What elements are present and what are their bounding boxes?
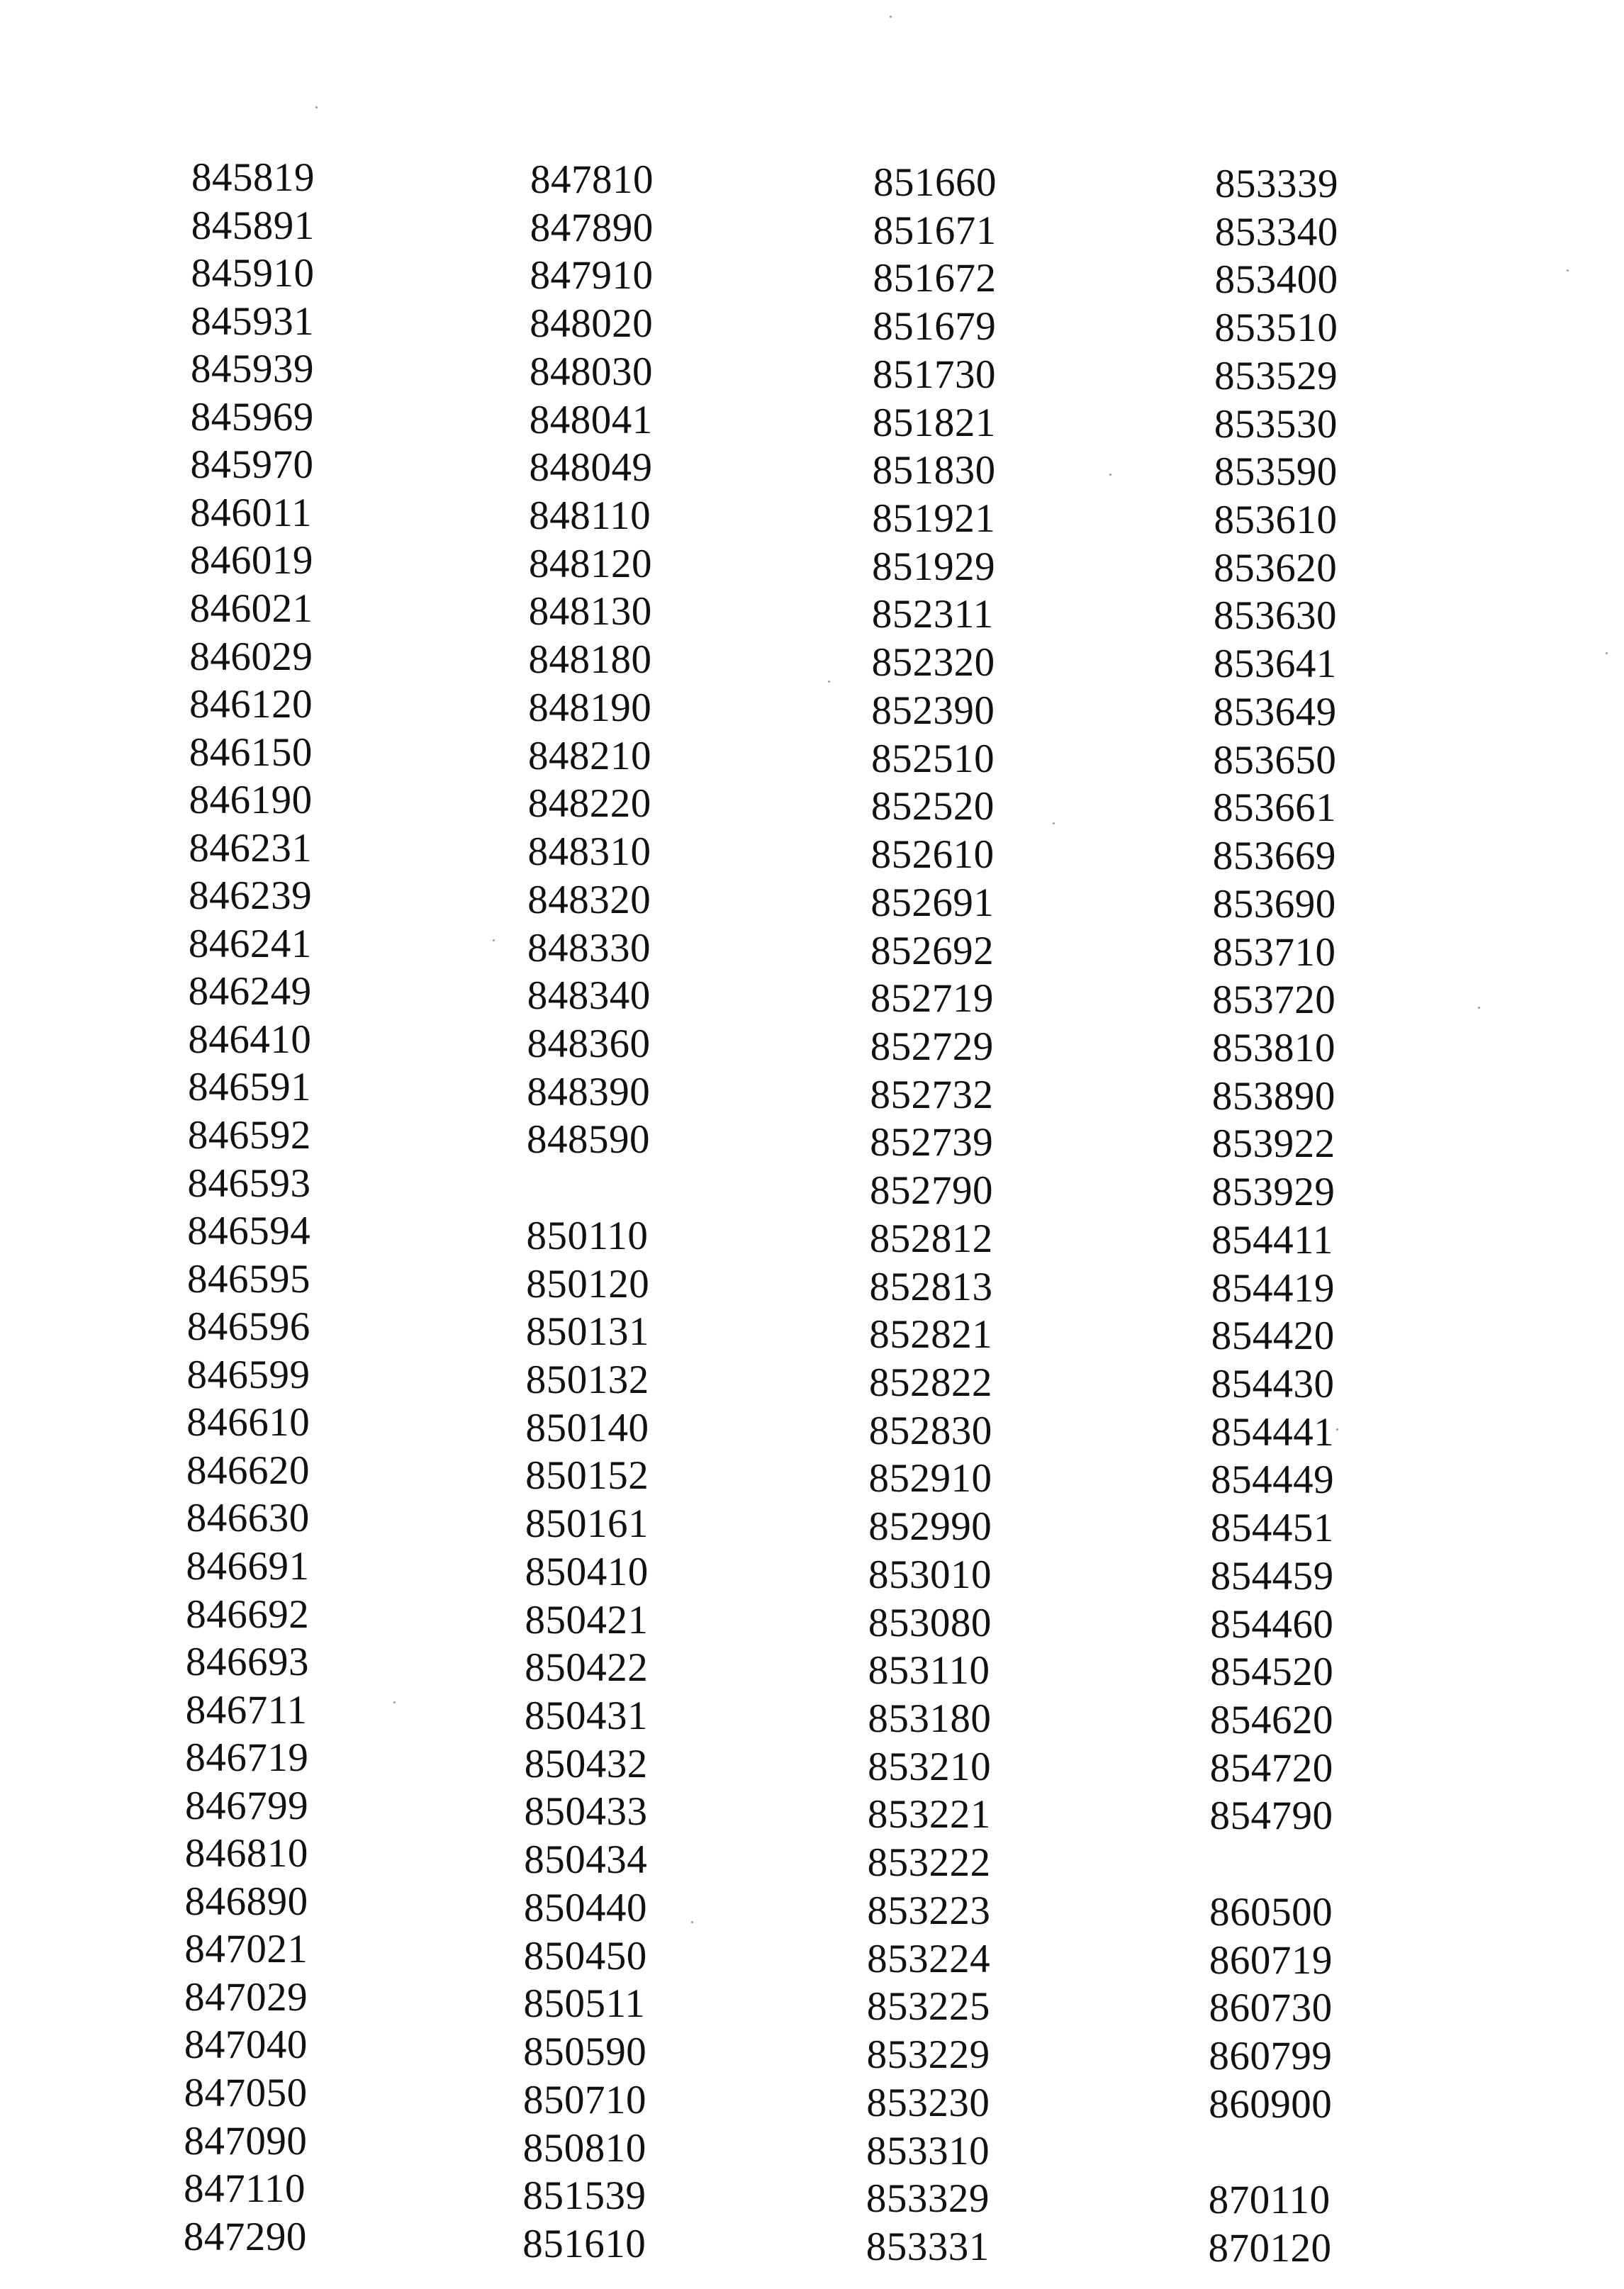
scan-speck: [1606, 652, 1608, 654]
code-entry: 854420: [1211, 1314, 1335, 1359]
scan-speck: [315, 106, 318, 108]
code-entry: 851671: [873, 208, 997, 253]
code-entry: 852812: [869, 1216, 993, 1261]
scan-speck: [1109, 474, 1111, 476]
scan-speck: [393, 1701, 396, 1703]
code-entry: 847110: [184, 2166, 306, 2212]
code-entry: 851539: [522, 2173, 646, 2219]
code-entry: 850450: [523, 1933, 647, 1979]
code-entry: 860799: [1209, 2034, 1333, 2079]
code-entry: 850120: [526, 1261, 650, 1306]
code-entry: 854790: [1209, 1793, 1333, 1839]
scan-speck: [1567, 269, 1569, 272]
code-entry: 846239: [189, 873, 313, 919]
code-entry: 852813: [869, 1264, 993, 1309]
code-entry: 846610: [186, 1400, 310, 1445]
code-entry: 852732: [870, 1072, 994, 1117]
code-entry: 846719: [185, 1735, 309, 1781]
code-entry: 854451: [1210, 1506, 1334, 1551]
code-entry: 870120: [1208, 2225, 1332, 2271]
code-entry: 853224: [867, 1936, 991, 1981]
code-entry: 854430: [1211, 1362, 1335, 1406]
code-entry: 853010: [868, 1552, 992, 1597]
code-entry: 846150: [189, 729, 313, 775]
code-entry: 853110: [868, 1648, 990, 1694]
code-entry: 846190: [189, 778, 313, 823]
code-entry: 846890: [184, 1879, 308, 1924]
code-entry: 853222: [867, 1840, 991, 1886]
code-entry: 852691: [870, 880, 995, 925]
code-entry: 854620: [1209, 1698, 1333, 1743]
code-entry: 853690: [1212, 881, 1336, 927]
code-entry: 850110: [526, 1213, 649, 1258]
scan-speck: [1336, 1428, 1338, 1431]
code-entry: 850434: [524, 1837, 648, 1883]
code-entry: 846595: [187, 1256, 311, 1302]
code-entry: 853530: [1214, 401, 1338, 447]
code-entry: 852739: [870, 1120, 994, 1165]
code-entry: 848130: [528, 589, 652, 634]
code-entry: 853929: [1211, 1170, 1335, 1215]
code-entry: 853610: [1214, 498, 1338, 543]
code-entry: 854720: [1209, 1745, 1333, 1791]
code-entry: 852822: [869, 1360, 992, 1405]
code-entry: 846596: [186, 1304, 310, 1350]
code-entry: 852729: [870, 1024, 994, 1069]
scan-speck: [493, 939, 495, 941]
code-entry: 852692: [870, 928, 995, 973]
code-entry: 846249: [188, 969, 312, 1014]
code-entry: 846599: [186, 1352, 310, 1397]
code-entry: 853890: [1211, 1073, 1335, 1119]
code-entry: 852311: [871, 592, 994, 637]
code-entry: 853400: [1214, 257, 1338, 303]
scan-speck: [890, 16, 892, 18]
code-entry: 853180: [868, 1696, 992, 1742]
code-entry: 853225: [866, 1984, 990, 2030]
code-entry: 852790: [869, 1168, 993, 1214]
code-entry: 852910: [868, 1456, 992, 1501]
code-entry: 860500: [1209, 1889, 1333, 1935]
code-entry: 853223: [867, 1888, 991, 1933]
code-entry: 853649: [1213, 689, 1337, 734]
code-entry: 846593: [187, 1160, 311, 1206]
code-entry: 847810: [530, 157, 654, 202]
code-entry: 852990: [868, 1504, 992, 1550]
code-entry: 846594: [187, 1209, 311, 1254]
code-entry: 853641: [1213, 642, 1337, 687]
code-entry: 850132: [525, 1358, 649, 1402]
code-entry: 848330: [527, 925, 651, 970]
code-entry: 846241: [188, 921, 312, 966]
code-entry: 847910: [530, 253, 654, 298]
code-entry: 854441: [1211, 1409, 1335, 1455]
code-entry: 853720: [1212, 978, 1336, 1023]
code-entry: 848120: [529, 541, 652, 586]
code-entry: 848390: [527, 1069, 651, 1114]
code-entry: 854520: [1210, 1650, 1334, 1695]
code-entry: 853230: [866, 2080, 990, 2125]
code-entry: 853210: [868, 1744, 992, 1789]
code-entry: 846810: [184, 1831, 308, 1876]
code-entry: 848210: [528, 733, 651, 778]
code-entry: 860900: [1209, 2081, 1333, 2127]
code-entry: 845931: [191, 298, 315, 344]
code-entry: 852320: [871, 640, 995, 685]
code-entry: 853221: [867, 1792, 991, 1837]
code-entry: 860719: [1209, 1937, 1333, 1983]
code-entry: 850440: [524, 1885, 647, 1930]
code-entry: 853922: [1211, 1121, 1335, 1167]
code-entry: 852610: [870, 832, 995, 878]
code-entry: 853229: [866, 2032, 990, 2078]
code-entry: 848041: [529, 397, 653, 442]
code-entry: 852510: [871, 736, 995, 781]
code-entry: 846591: [188, 1065, 312, 1110]
code-entry: 846592: [187, 1113, 311, 1158]
code-entry: 853810: [1212, 1025, 1336, 1070]
code-entry: 846630: [186, 1496, 310, 1541]
code-entry: 846120: [189, 682, 313, 727]
code-entry: 853310: [866, 2128, 990, 2173]
code-entry: 845969: [190, 394, 314, 440]
code-entry: 854449: [1211, 1457, 1335, 1503]
code-entry: 853650: [1213, 737, 1337, 783]
scan-speck: [691, 1921, 693, 1923]
code-entry: 848340: [527, 973, 651, 1019]
code-entry: 847029: [184, 1974, 308, 2020]
code-entry: 853339: [1215, 162, 1338, 206]
code-entry: 846711: [185, 1687, 308, 1733]
code-entry: 850432: [524, 1741, 648, 1786]
code-entry: 850810: [522, 2125, 646, 2171]
code-entry: 850710: [523, 2077, 646, 2122]
code-entry: 848190: [528, 685, 652, 730]
code-entry: 850410: [525, 1549, 649, 1594]
code-entry: 848020: [530, 301, 654, 347]
code-entry: 853620: [1214, 545, 1338, 591]
code-entry: 845910: [191, 251, 315, 296]
code-entry: 847890: [530, 205, 654, 250]
code-entry: 853331: [866, 2224, 990, 2269]
code-entry: 846019: [189, 538, 313, 583]
code-entry: 848110: [529, 493, 651, 539]
code-entry: 852821: [869, 1312, 993, 1358]
code-entry: 848310: [527, 829, 651, 875]
code-entry: 853630: [1214, 593, 1338, 639]
code-entry: 846021: [189, 586, 313, 631]
code-entry: 853590: [1214, 449, 1338, 495]
code-entry: 845891: [191, 203, 315, 248]
scan-speck: [1053, 822, 1055, 824]
code-entry: 854419: [1211, 1265, 1335, 1311]
scan-speck: [828, 681, 830, 683]
code-entry: 848590: [527, 1117, 650, 1163]
code-entry: 847290: [183, 2214, 307, 2259]
code-entry: 852719: [870, 976, 994, 1022]
code-entry: 848360: [527, 1021, 651, 1066]
code-entry: 846620: [186, 1448, 310, 1493]
code-entry: 848320: [527, 877, 651, 922]
code-entry: 853329: [866, 2176, 990, 2222]
code-entry: 847050: [184, 2071, 308, 2115]
code-entry: 846029: [189, 634, 313, 679]
code-entry: 845939: [190, 347, 314, 392]
code-entry: 851830: [872, 448, 996, 493]
code-entry: 850152: [525, 1453, 649, 1499]
code-entry: 854459: [1210, 1553, 1334, 1599]
code-entry: 847040: [184, 2022, 308, 2068]
code-entry: 850421: [525, 1597, 649, 1642]
code-entry: 851821: [872, 400, 996, 445]
code-entry: 853669: [1212, 834, 1336, 879]
code-entry: 851921: [872, 496, 996, 542]
code-entry: 846692: [186, 1591, 310, 1637]
code-entry: 852830: [868, 1408, 992, 1453]
code-entry: 851672: [873, 256, 997, 301]
code-entry: 850161: [525, 1501, 649, 1547]
code-entry: 850431: [525, 1694, 648, 1739]
code-entry: 848180: [528, 637, 652, 683]
code-entry: 851929: [872, 544, 996, 589]
code-entry: 853080: [868, 1600, 992, 1645]
code-entry: 851610: [522, 2221, 646, 2266]
code-entry: 846011: [190, 490, 313, 535]
code-entry: 853340: [1214, 209, 1338, 254]
code-entry: 850140: [525, 1405, 649, 1450]
code-entry: 853661: [1213, 785, 1337, 831]
code-entry: 850422: [525, 1645, 649, 1691]
code-entry: 854460: [1210, 1601, 1334, 1647]
code-entry: 850511: [523, 1981, 646, 2027]
code-entry: 846693: [185, 1640, 309, 1685]
code-entry: 845819: [191, 155, 315, 200]
code-entry: 852520: [870, 784, 995, 829]
code-entry: 848049: [529, 445, 653, 491]
code-entry: 851679: [873, 304, 997, 349]
code-entry: 860730: [1209, 1986, 1333, 2031]
code-entry: 853529: [1214, 353, 1338, 398]
code-entry: 848220: [527, 781, 651, 827]
code-entry: 850131: [526, 1309, 649, 1355]
code-entry: 846799: [185, 1783, 309, 1828]
code-entry: 846231: [189, 825, 313, 871]
code-entry: 848030: [530, 349, 653, 394]
code-entry: 854411: [1211, 1217, 1334, 1263]
code-entry: 850590: [523, 2030, 647, 2075]
code-entry: 850433: [524, 1789, 648, 1835]
code-entry: 845970: [190, 442, 314, 488]
code-entry: 846691: [186, 1543, 310, 1589]
code-entry: 847090: [184, 2118, 308, 2164]
code-entry: 853710: [1212, 929, 1336, 975]
scan-speck: [1478, 1007, 1480, 1009]
code-entry: 853510: [1214, 306, 1338, 351]
code-entry: 851660: [873, 160, 997, 205]
code-entry: 847021: [184, 1927, 308, 1972]
code-entry: 846410: [188, 1017, 312, 1062]
code-entry: 852390: [871, 688, 995, 733]
code-entry: 851730: [873, 352, 997, 397]
code-entry: 870110: [1208, 2178, 1331, 2223]
